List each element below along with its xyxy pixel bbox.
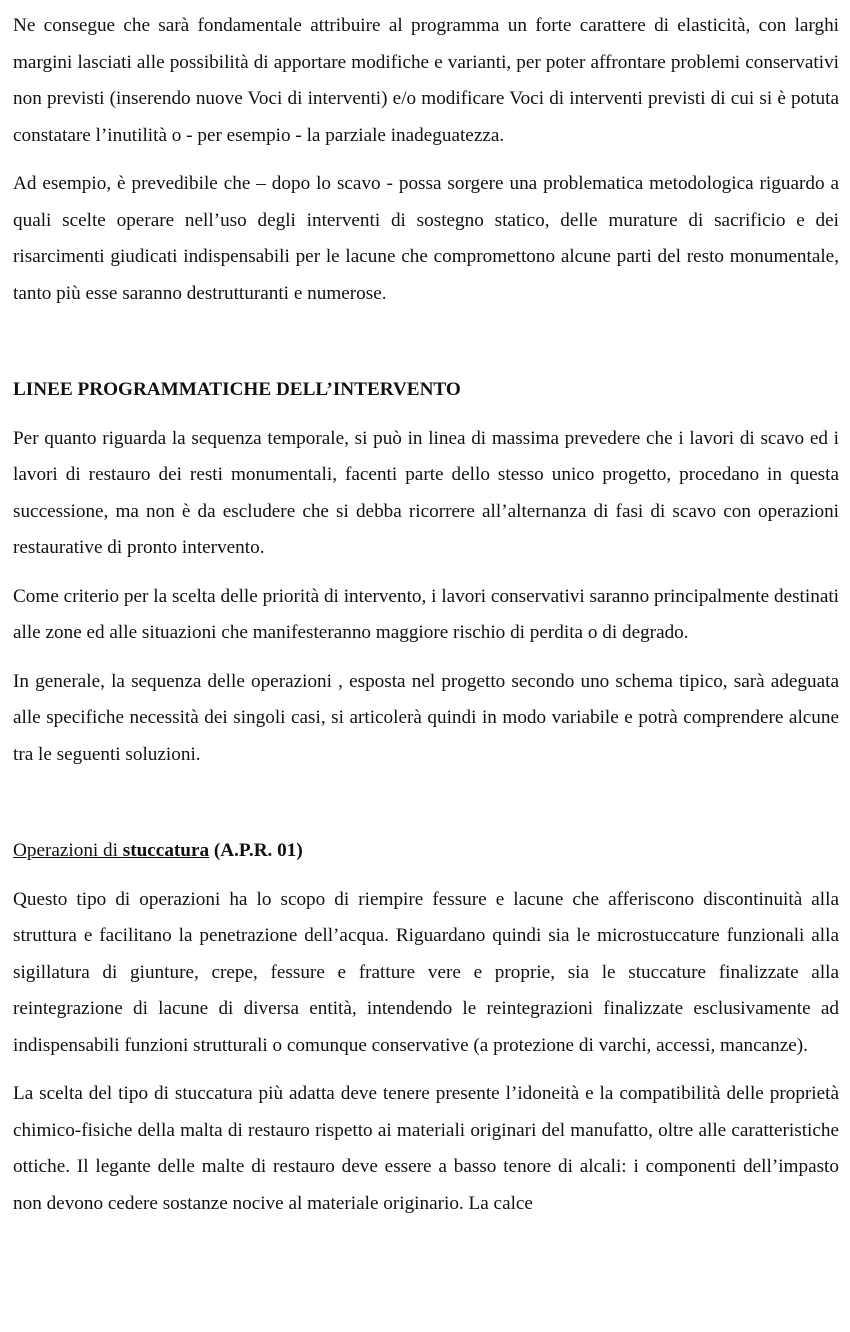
document-page [13,8,839,1234]
subsection-heading [13,833,839,870]
paragraph-general: In generale, la sequenza delle operazioni , esposta nel progetto secondo uno schema tipico, sarà adeguata alle specifiche necessità dei singoli casi, si articolerà quindi in modo variabile e potrà comprendere alcune tra le seguenti soluzioni. [13,670,839,765]
paragraph-choice: La scelta del tipo di stuccatura più adatta deve tenere presente l’idoneità e la compatibilità delle proprietà chimico-fisiche della malta di restauro rispetto ai materiali originari del manufatto, oltre alle caratteristiche ottiche. Il legante delle malte di restauro deve essere a basso tenore di alcali: i componenti dell’impasto non devono cedere sostanze nocive al materiale originario. La calce [13,1083,839,1214]
spacer [13,324,839,372]
paragraph-sequence: Per quanto riguarda la sequenza temporale, si può in linea di massima prevedere che i lavori di scavo ed i lavori di restauro dei resti monumentali, facenti parte dello stesso unico progetto, procedano in questa successione, ma non è da escludere che si debba ricorrere all’alternanza di fasi di scavo con operazioni restaurative di pronto intervento. [13,427,839,558]
subsection-keyword: stuccatura [122,840,210,861]
section-heading: LINEE PROGRAMMATICHE DELL’INTERVENTO [13,379,461,400]
spacer [13,785,839,833]
paragraph-example: Ad esempio, è prevedibile che – dopo lo scavo - possa sorgere una problematica metodologica riguardo a quali scelte operare nell’uso degli interventi di sostegno statico, delle murature di sacrificio e dei risarcimenti giudicati indispensabili per le lacune che compromettono alcune parti del resto monumentale, tanto più esse saranno destrutturanti e numerose. [13,173,839,304]
paragraph-priority: Come criterio per la scelta delle priorità di intervento, i lavori conservativi saranno principalmente destinati alle zone ed alle situazioni che manifesteranno maggiore rischio di perdita o di degrado. [13,585,839,643]
paragraph-elasticity: Ne consegue che sarà fondamentale attribuire al programma un forte carattere di elasticità, con larghi margini lasciati alle possibilità di apportare modifiche e varianti, per poter affrontare problemi conservativi non previsti (inserendo nuove Voci di interventi) e/o modificare Voci di interventi previsti di cui si è potuta constatare l’inutilità o - per esempio - la parziale inadeguatezza. [13,15,839,146]
subsection-prefix: Operazioni di [13,840,123,861]
subsection-code: (A.P.R. 01) [209,840,303,861]
paragraph-operations: Questo tipo di operazioni ha lo scopo di riempire fessure e lacune che afferiscono discontinuità alla struttura e facilitano la penetrazione dell’acqua. Riguardano quindi sia le microstuccature funzionali alla sigillatura di giunture, crepe, fessure e fratture vere e proprie, sia le stuccature finalizzate alla reintegrazione di lacune di diversa entità, intendendo le reintegrazioni finalizzate esclusivamente ad indispensabili funzioni strutturali o comunque conservative (a protezione di varchi, accessi, mancanze). [13,888,839,1056]
